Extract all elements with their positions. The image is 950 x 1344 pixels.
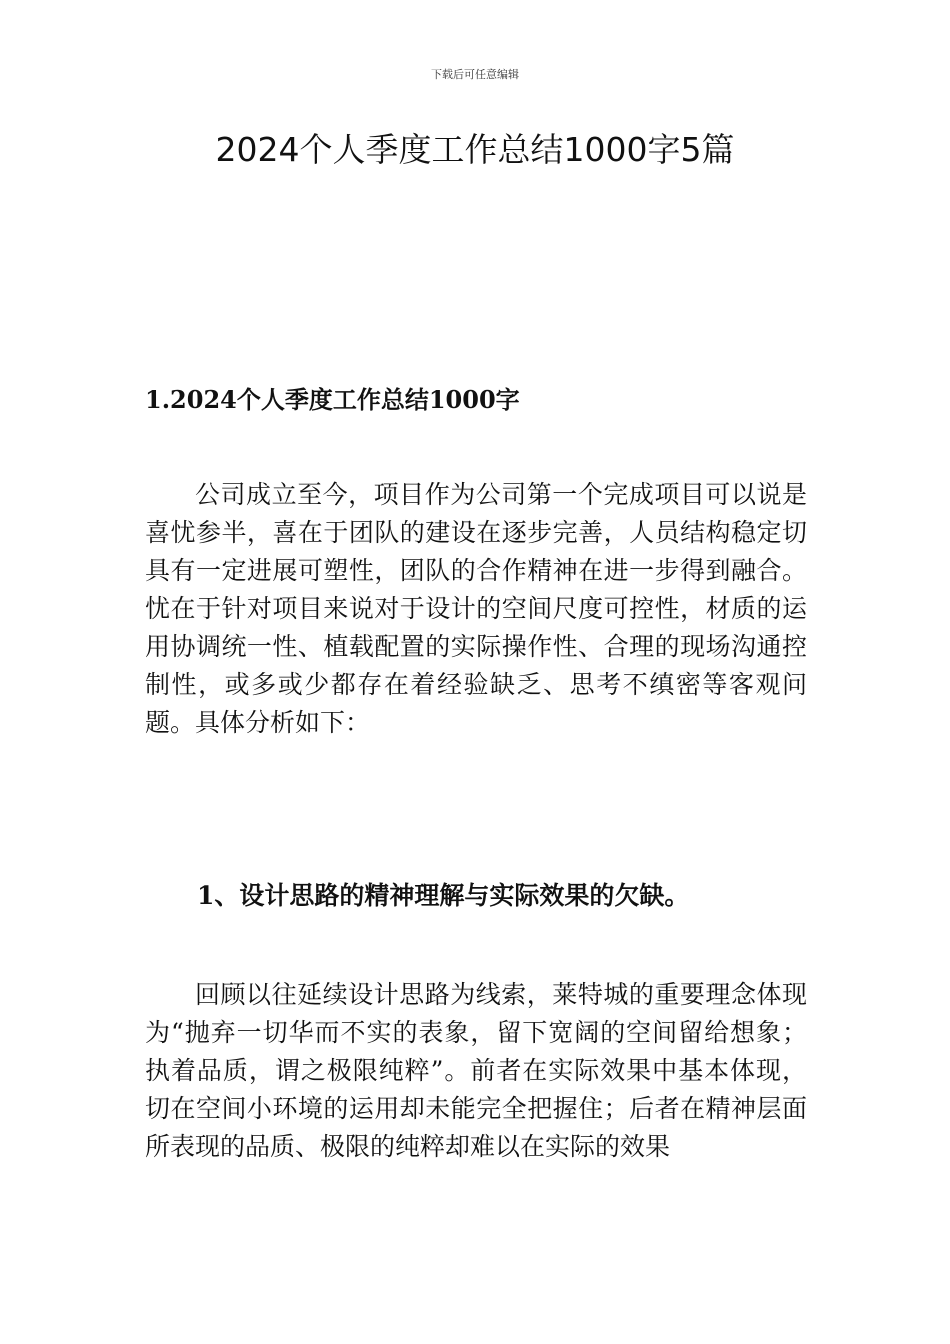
document-title: 2024个人季度工作总结1000字5篇	[215, 130, 735, 169]
body-paragraph-2: 回顾以往延续设计思路为线索，莱特城的重要理念体现为“抛弃一切华而不实的表象，留下宽阔的空间留给想象；执着品质，谓之极限纯粹”。前者在实际效果中基本体现，切在空间小环境的运用却未能完全把握住；后者在精神层面所表现的品质、极限的纯粹却难以在实际的效果	[145, 980, 807, 1161]
header-note: 下载后可任意编辑	[431, 68, 519, 81]
section-heading: 1.2024个人季度工作总结1000字	[145, 385, 520, 414]
sub-heading-1: 1、设计思路的精神理解与实际效果的欠缺。	[197, 881, 690, 910]
body-paragraph-1: 公司成立至今，项目作为公司第一个完成项目可以说是喜忧参半，喜在于团队的建设在逐步完善，人员结构稳定切具有一定进展可塑性，团队的合作精神在进一步得到融合。忧在于针对项目来说对于设计的空间尺度可控性，材质的运用协调统一性、植载配置的实际操作性、合理的现场沟通控制性，或多或少都存在着经验缺乏、思考不缜密等客观问题。具体分析如下：	[145, 480, 807, 737]
